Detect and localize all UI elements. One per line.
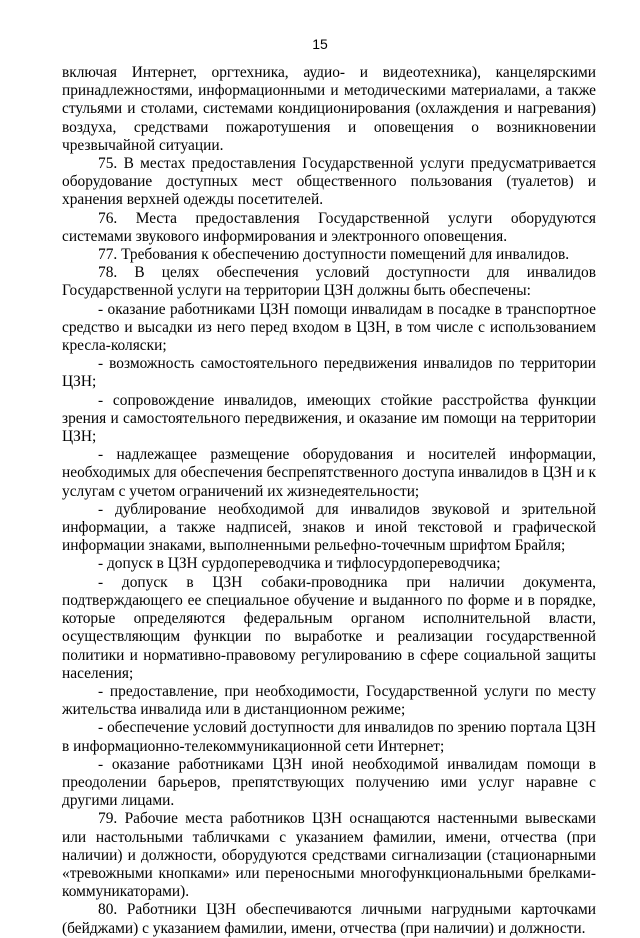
paragraph-76: 76. Места предоставления Государственной услуги оборудуются системами звукового информирования и электронного оповещения. [62, 209, 596, 245]
list-item: - оказание работниками ЦЗН иной необходимой инвалидам помощи в преодолении барьеров, препятствующих получению ими услуг наравне с другими лицами. [62, 755, 596, 810]
list-item: - надлежащее размещение оборудования и носителей информации, необходимых для обеспечения беспрепятственного доступа инвалидов в ЦЗН и к услугам с учетом ограничений их жизнедеятельности; [62, 446, 596, 500]
list-item: - оказание работниками ЦЗН помощи инвалидам в посадке в транспортное средство и высадки из него перед входом в ЦЗН, в том числе с использованием кресла-коляски; [62, 300, 596, 355]
paragraph-78: 78. В целях обеспечения условий доступности для инвалидов Государственной услуги на территории ЦЗН должны быть обеспечены: [62, 264, 596, 300]
list-item: - сопровождение инвалидов, имеющих стойкие расстройства функции зрения и самостоятельного передвижения, и оказание им помощи на территории ЦЗН; [62, 391, 596, 446]
paragraph: включая Интернет, оргтехника, аудио- и видеотехника), канцелярскими принадлежностями, информационными и методическими материалами, а также стульями и столами, системами кондиционирования (охлаждения и нагревания) воздуха, средствами пожаротушения и оповещения о возникновении чрезвычайной ситуации. [62, 64, 596, 154]
list-item: - обеспечение условий доступности для инвалидов по зрению портала ЦЗН в информационно-телекоммуникационной сети Интернет; [62, 719, 596, 755]
page-number: 15 [312, 36, 328, 52]
list-item: - предоставление, при необходимости, Государственной услуги по месту жительства инвалида или в дистанционном режиме; [62, 682, 596, 719]
paragraph-75: 75. В местах предоставления Государственной услуги предусматривается оборудование доступных мест общественного пользования (туалетов) и хранения верхней одежды посетителей. [62, 155, 596, 209]
paragraph-77: 77. Требования к обеспечению доступности помещений для инвалидов. [98, 246, 570, 264]
list-item: - допуск в ЦЗН собаки-проводника при наличии документа, подтверждающего ее специальное обучение и выданного по форме и в порядке, которые определяются федеральным органом исполнительной власти, осуществляющим функции по выработке и реализации государственной политики и нормативно-правовому регулированию в сфере социальной защиты населения; [62, 573, 596, 682]
paragraph-80: 80. Работники ЦЗН обеспечиваются личными нагрудными карточками (бейджами) с указанием фамилии, имени, отчества (при наличии) и должности. [62, 901, 596, 937]
document-body [62, 64, 596, 938]
list-item: - дублирование необходимой для инвалидов звуковой и зрительной информации, а также надписей, знаков и иной текстовой и графической информации знаками, выполненными рельефно-точечным шрифтом Брайля; [62, 500, 596, 555]
list-item: - допуск в ЦЗН сурдопереводчика и тифлосурдопереводчика; [98, 555, 501, 573]
paragraph-79: 79. Рабочие места работников ЦЗН оснащаются настенными вывесками или настольными табличками с указанием фамилии, имени, отчества (при наличии) и должности, оборудуются средствами сигнализации (стационарными «тревожными кнопками» или переносными многофункциональными брелками-коммуникаторами). [62, 810, 596, 901]
list-item: - возможность самостоятельного передвижения инвалидов по территории ЦЗН; [62, 355, 596, 391]
